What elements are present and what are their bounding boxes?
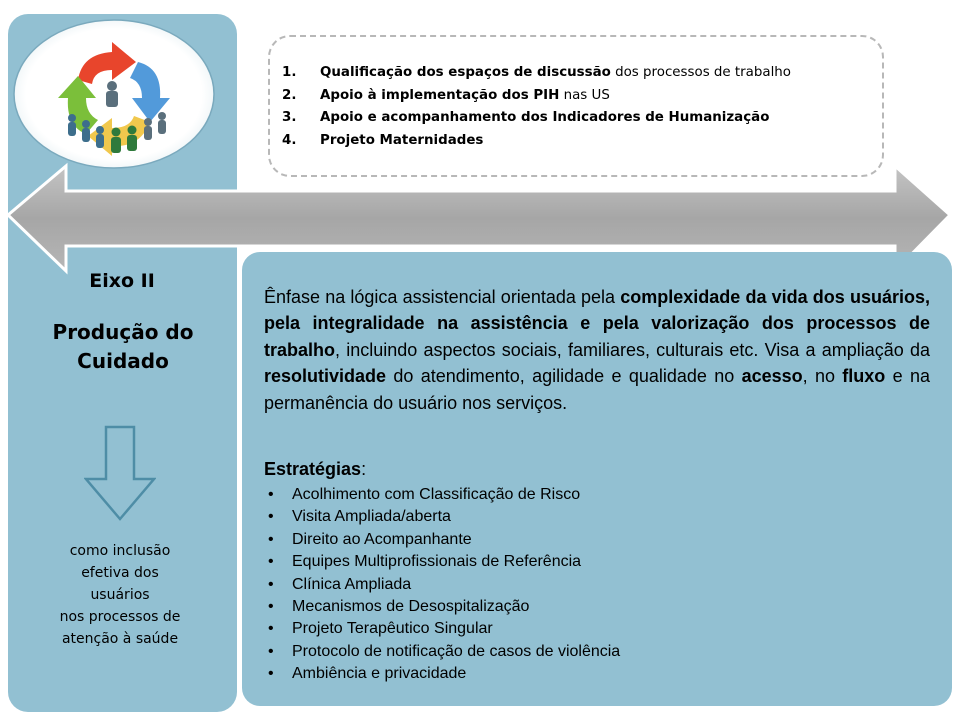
- list-item: • Acolhimento com Classificação de Risco: [268, 486, 581, 503]
- list-item: • Equipes Multiprofissionais de Referência: [268, 553, 582, 571]
- list-item: 3. Apoio e acompanhamento dos Indicadores de Humanização: [282, 110, 770, 125]
- list-item: • Direito ao Acompanhante: [268, 530, 472, 548]
- strategies-title: Estratégias:: [264, 459, 367, 479]
- main-paragraph: Ênfase na lógica assistencial orientada pela complexidade da vida dos usuários, pela integralidade na assistência e pela valorização dos processos de trabalho, incluindo aspectos sociais, familiares, culturais etc. Visa a ampliação da resolutividade do atendimento, agilidade e qualidade no acesso, no fluxo e na permanência do usuário nos serviços.: [264, 287, 930, 413]
- list-item: • Projeto Terapêutico Singular: [268, 620, 493, 638]
- axis-label: Eixo II: [89, 270, 155, 292]
- strategies-list: [268, 484, 620, 686]
- list-item: • Ambiência e privacidade: [268, 665, 467, 683]
- axis-title: Produção do Cuidado: [52, 320, 194, 373]
- axis-description: como inclusão efetiva dos usuários nos processos de atenção à saúde: [59, 543, 181, 647]
- axis-actions-list: [282, 62, 791, 152]
- down-arrow-icon: [84, 425, 156, 521]
- list-item: • Protocolo de notificação de casos de violência: [268, 642, 621, 660]
- list-item: 4. Projeto Maternidades: [282, 132, 484, 148]
- list-item: • Visita Ampliada/aberta: [268, 508, 451, 526]
- list-item: • Mecanismos de Desospitalização: [268, 597, 530, 615]
- people-cycle-arrows-logo: [12, 18, 216, 170]
- list-item: • Clínica Ampliada: [268, 575, 412, 593]
- list-item: 1. Qualificação dos espaços de discussão dos processos de trabalho: [282, 65, 791, 80]
- list-item: 2. Apoio à implementação dos PIH nas US: [282, 87, 610, 103]
